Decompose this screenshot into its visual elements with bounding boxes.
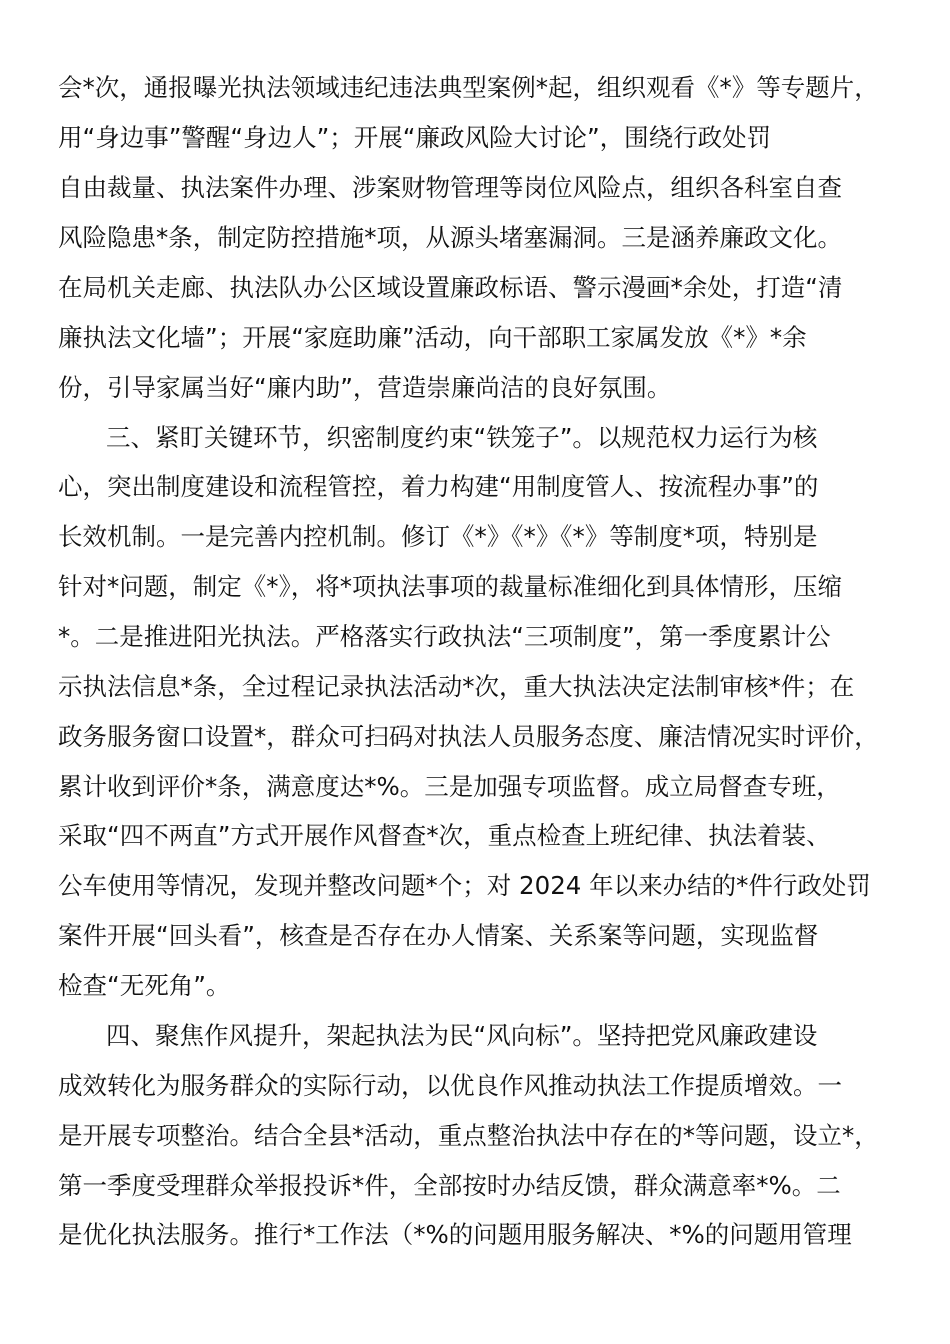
text-line: 政务服务窗口设置*，群众可扫码对执法人员服务态度、廉洁情况实时评价， bbox=[58, 722, 879, 751]
text-line: 检查“无死角”。 bbox=[58, 971, 231, 1000]
text-line: 会*次，通报曝光执法领域违纪违法典型案例*起，组织观看《*》等专题片， bbox=[58, 73, 879, 102]
text-line: 在局机关走廊、执法队办公区域设置廉政标语、警示漫画*余处，打造“清 bbox=[58, 273, 843, 302]
text-line: 长效机制。一是完善内控机制。修订《*》《*》《*》等制度*项，特别是 bbox=[58, 522, 818, 551]
text-line: 是开展专项整治。结合全县*活动，重点整治执法中存在的*等问题，设立*， bbox=[58, 1121, 879, 1150]
section-heading-line: 三、紧盯关键环节，织密制度约束“铁笼子”。以规范权力运行为核 bbox=[106, 423, 818, 452]
text-line: 自由裁量、执法案件办理、涉案财物管理等岗位风险点，组织各科室自查 bbox=[58, 173, 842, 202]
text-line: *。二是推进阳光执法。严格落实行政执法“三项制度”，第一季度累计公 bbox=[58, 622, 831, 651]
text-line: 案件开展“回头看”，核查是否存在办人情案、关系案等问题，实现监督 bbox=[58, 921, 819, 950]
text-line: 采取“四不两直”方式开展作风督查*次，重点检查上班纪律、执法着装、 bbox=[58, 821, 831, 850]
text-line: 廉执法文化墙”；开展“家庭助廉”活动，向干部职工家属发放《*》*余 bbox=[58, 323, 807, 352]
text-line: 风险隐患*条，制定防控措施*项，从源头堵塞漏洞。三是涵养廉政文化。 bbox=[58, 223, 842, 252]
text-line: 成效转化为服务群众的实际行动，以优良作风推动执法工作提质增效。一 bbox=[58, 1071, 842, 1100]
text-line: 是优化执法服务。推行*工作法（*%的问题用服务解决、*%的问题用管理 bbox=[58, 1220, 852, 1249]
text-line: 份，引导家属当好“廉内助”，营造崇廉尚洁的良好氛围。 bbox=[58, 373, 672, 402]
text-line: 心，突出制度建设和流程管控，着力构建“用制度管人、按流程办事”的 bbox=[58, 472, 819, 501]
text-line: 用“身边事”警醒“身边人”；开展“廉政风险大讨论”，围绕行政处罚 bbox=[58, 123, 772, 152]
text-line: 第一季度受理群众举报投诉*件，全部按时办结反馈，群众满意率*%。二 bbox=[58, 1171, 841, 1200]
text-line: 示执法信息*条，全过程记录执法活动*次，重大执法决定法制审核*件；在 bbox=[58, 672, 855, 701]
text-line: 累计收到评价*条，满意度达*%。三是加强专项监督。成立局督查专班， bbox=[58, 772, 841, 801]
section-heading-line: 四、聚焦作风提升，架起执法为民“风向标”。坚持把党风廉政建设 bbox=[106, 1021, 818, 1050]
text-line: 公车使用等情况，发现并整改问题*个；对 2024 年以来办结的*件行政处罚 bbox=[58, 871, 871, 900]
text-line: 针对*问题，制定《*》，将*项执法事项的裁量标准细化到具体情形，压缩 bbox=[58, 572, 842, 601]
